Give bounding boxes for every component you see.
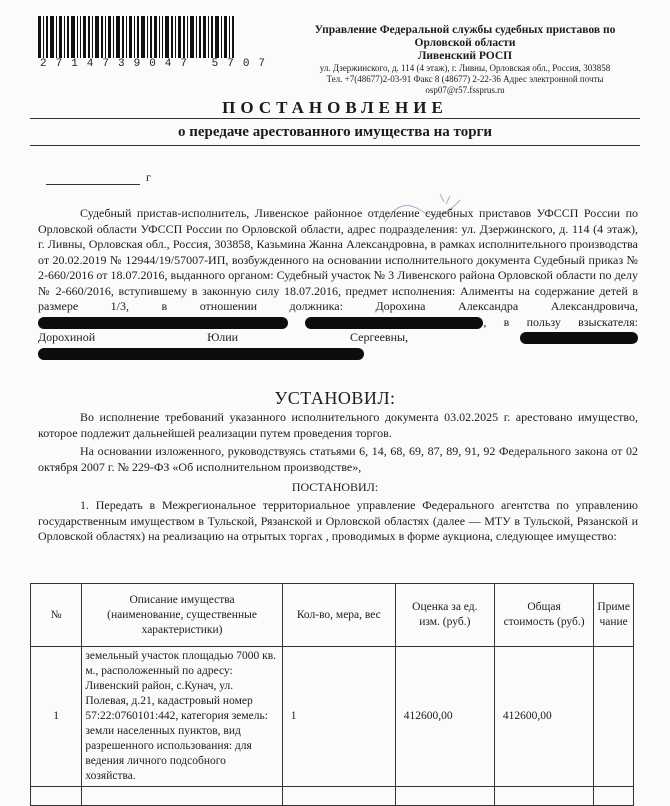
header-num: № [31,584,82,647]
header-description: Описание имущества (наименование, существенные характеристики) [82,584,282,647]
redaction-block [38,348,364,360]
cell-description: земельный участок площадью 7000 кв. м., расположенный по адресу: Ливенский район, с.Кунач, ул. Полевая, д.21, кадастровый номер 57:22:0760101:442, категория земель: земли населенных пунктов, вид разрешенного использования: для ведения личного подсобного хозяйства. [82,647,282,787]
header-quantity: Кол-во, мера, вес [282,584,395,647]
org-phone: Тел. +7(48677)2-03-91 Факс 8 (48677) 2-22-36 Адрес электронной почты [326,74,604,84]
cell-note [594,647,634,787]
cell-empty [395,787,494,806]
barcode-number: 2714739047 5707 [40,58,275,70]
table-row [31,647,634,787]
organization-header [300,24,630,96]
document-subtitle: о передаче арестованного имущества на торги [177,124,493,140]
cell-empty [494,787,593,806]
org-line-1: Управление Федеральной службы судебных приставов по [314,24,616,36]
property-table [30,583,634,806]
date-blank [46,172,140,185]
cell-empty [282,787,395,806]
header-unit-price: Оценка за ед. изм. (руб.) [395,584,494,647]
cell-empty [82,787,282,806]
cell-empty [31,787,82,806]
cell-quantity: 1 [282,647,395,787]
redaction-block [520,332,638,344]
header-note: Примечание [594,584,634,647]
cell-empty [594,787,634,806]
subtitle-rule [30,145,640,146]
cell-num: 1 [31,647,82,787]
org-address: ул. Дзержинского, д. 114 (4 этаж), г. Ливны, Орловская обл., Россия, 303858 [319,63,611,73]
org-line-2: Орловской области [414,37,516,49]
redaction-block [38,317,288,329]
paragraph-intro-text: Судебный пристав-исполнитель, Ливенское районное отделение судебных приставов УФССП России по Орловской области УФССП России по Орловской области, адрес подразделения: ул. Дзержинского, д. 114 (4 этаж), г. Ливны, Орловская обл., Россия, 303858, Казьмина Жанна Александровна, в рамках исполнительного производства от 20.02.2019 № 12944/19/57007-ИП, возбужденного на основании исполнительного документа Судебный приказ № 2-660/2016 от 18.07.2016, выданного органом: Судебный участок № 3 Ливенского района Орловской области по делу № 2-660/2016, вступившему в законную силу 18.07.2016, предмет исполнения: Алименты на содержание детей в размере 1/3, в отношении должника: Дорохина Александра Александровича, [38,206,638,313]
redaction-block [305,317,483,329]
table-header-row [31,584,634,647]
title-rule [30,118,640,119]
paragraph-basis: На основании изложенного, руководствуясь статьями 6, 14, 68, 69, 87, 89, 91, 92 Федерального закона от 02 октября 2007 г. № 229-ФЗ «Об исполнительном производстве», [38,444,638,474]
section-heading-ustanovil: УСТАНОВИЛ: [274,388,396,408]
date-suffix: г [146,170,151,184]
paragraph-arrest: Во исполнение требований указанного исполнительного документа 03.02.2025 г. арестовано имущество, которое подлежит дальнейшей реализации путем проведения торгов. [38,410,638,440]
header-total: Общая стоимость (руб.) [494,584,593,647]
paragraph-transfer: 1. Передать в Межрегиональное территориальное управление Федерального агентства по управлению государственным имуществом в Тульской, Рязанской и Орловской областях (далее — МТУ в Тульской, Рязанской и Орловской областях) на реализацию на отрытых торгах , проводимых в форме аукциона, следующее имущество: [38,498,638,543]
section-heading-postanovil: ПОСТАНОВИЛ: [291,480,379,494]
barcode [38,16,258,58]
paragraph-intro-creditor: , в пользу взыскателя: Дорохиной Юлии Сергеевны, [38,314,638,344]
document-title: ПОСТАНОВЛЕНИЕ [222,98,448,117]
cell-total: 412600,00 [494,647,593,787]
org-line-3: Ливенский РОСП [417,50,513,62]
paragraph-intro [38,206,638,361]
table-row [31,787,634,806]
org-email: osp07@r57.fssprus.ru [425,85,505,95]
date-line [46,170,151,185]
cell-unit-price: 412600,00 [395,647,494,787]
